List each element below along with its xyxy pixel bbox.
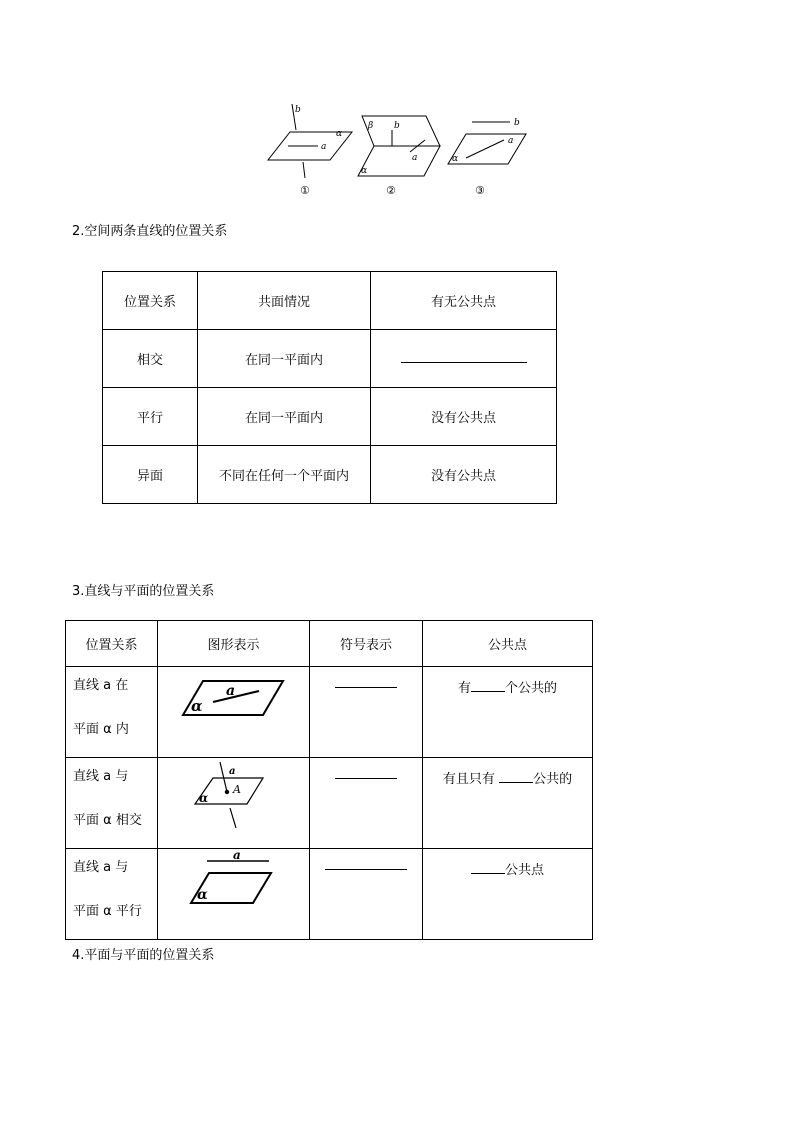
cell-relation: 平行 bbox=[103, 388, 198, 446]
figure-parallel-line bbox=[442, 100, 532, 200]
relation-line-1: 直线 a 与 bbox=[73, 769, 129, 784]
label-a: a bbox=[321, 142, 327, 152]
cell-relation: 异面 bbox=[103, 446, 198, 504]
answer-blank bbox=[335, 768, 397, 779]
label-alpha: α bbox=[452, 154, 459, 164]
answer-blank bbox=[499, 772, 533, 783]
figure-two-planes bbox=[352, 100, 442, 200]
header-figure: 图形表示 bbox=[158, 621, 310, 667]
common-prefix: 有且只有 bbox=[442, 772, 495, 787]
answer-blank bbox=[401, 350, 527, 363]
figure-line-in-plane bbox=[179, 675, 289, 725]
cell-coplanar: 在同一平面内 bbox=[198, 330, 371, 388]
table-row bbox=[103, 330, 557, 388]
label-a: a bbox=[228, 766, 235, 777]
label-alpha: α bbox=[196, 887, 208, 903]
answer-blank bbox=[471, 681, 505, 692]
header-relation: 位置关系 bbox=[103, 272, 198, 330]
cell-symbol bbox=[310, 758, 423, 849]
header-coplanar: 共面情况 bbox=[198, 272, 371, 330]
section-4-heading: 4.平面与平面的位置关系 bbox=[72, 948, 215, 963]
section-2-heading: 2.空间两条直线的位置关系 bbox=[72, 224, 228, 239]
figure-line-pierces-plane bbox=[262, 100, 352, 200]
table-row bbox=[66, 758, 593, 849]
label-a: a bbox=[508, 136, 514, 146]
label-a: a bbox=[225, 683, 235, 699]
two-lines-relation-table bbox=[102, 271, 557, 504]
relation-line-1: 直线 a 在 bbox=[73, 678, 129, 693]
common-suffix: 公共的 bbox=[533, 772, 573, 787]
relation-line-2: 平面 α 内 bbox=[73, 722, 129, 737]
answer-blank bbox=[335, 677, 397, 688]
cell-relation: 相交 bbox=[103, 330, 198, 388]
label-alpha: α bbox=[198, 791, 208, 805]
cell-common-point: 没有公共点 bbox=[371, 446, 557, 504]
cell-common-point-blank bbox=[371, 330, 557, 388]
common-suffix: 公共点 bbox=[504, 863, 544, 878]
section-3-heading: 3.直线与平面的位置关系 bbox=[72, 584, 215, 599]
label-beta: β bbox=[368, 121, 374, 131]
common-prefix: 有 bbox=[457, 681, 471, 696]
cell-common-point bbox=[423, 758, 593, 849]
cell-relation bbox=[66, 758, 158, 849]
answer-blank bbox=[471, 863, 505, 874]
header-common-point: 公共点 bbox=[423, 621, 593, 667]
table-row bbox=[66, 849, 593, 940]
cell-coplanar: 不同在任何一个平面内 bbox=[198, 446, 371, 504]
table-header-row bbox=[103, 272, 557, 330]
cell-figure bbox=[158, 667, 310, 758]
label-alpha: α bbox=[336, 129, 343, 139]
cell-figure bbox=[158, 849, 310, 940]
table-row bbox=[103, 446, 557, 504]
label-a: a bbox=[232, 849, 241, 862]
cell-symbol bbox=[310, 849, 423, 940]
figure-line-parallel-plane bbox=[179, 849, 289, 915]
relation-line-2: 平面 α 相交 bbox=[73, 813, 142, 828]
common-suffix: 个公共的 bbox=[505, 681, 558, 696]
cell-symbol bbox=[310, 667, 423, 758]
line-plane-relation-table bbox=[65, 620, 593, 940]
cell-common-point bbox=[423, 667, 593, 758]
label-A: A bbox=[232, 783, 241, 796]
header-relation: 位置关系 bbox=[66, 621, 158, 667]
cell-common-point bbox=[423, 849, 593, 940]
caption-3: ③ bbox=[475, 184, 485, 197]
label-b: b bbox=[394, 121, 400, 131]
cell-coplanar: 在同一平面内 bbox=[198, 388, 371, 446]
cell-relation bbox=[66, 849, 158, 940]
table-header-row bbox=[66, 621, 593, 667]
label-b: b bbox=[514, 118, 520, 128]
header-common-point: 有无公共点 bbox=[371, 272, 557, 330]
cell-figure bbox=[158, 758, 310, 849]
header-symbol: 符号表示 bbox=[310, 621, 423, 667]
label-b: b bbox=[295, 105, 301, 115]
relation-line-1: 直线 a 与 bbox=[73, 860, 129, 875]
caption-1: ① bbox=[300, 184, 310, 197]
table-row bbox=[66, 667, 593, 758]
cell-common-point: 没有公共点 bbox=[371, 388, 557, 446]
cell-relation bbox=[66, 667, 158, 758]
caption-2: ② bbox=[386, 184, 396, 197]
table-row bbox=[103, 388, 557, 446]
label-a: a bbox=[412, 153, 418, 163]
answer-blank bbox=[325, 859, 407, 870]
label-alpha: α bbox=[361, 166, 368, 176]
relation-line-2: 平面 α 平行 bbox=[73, 904, 142, 919]
figure-line-intersects-plane bbox=[179, 760, 289, 832]
label-alpha: α bbox=[190, 697, 203, 715]
